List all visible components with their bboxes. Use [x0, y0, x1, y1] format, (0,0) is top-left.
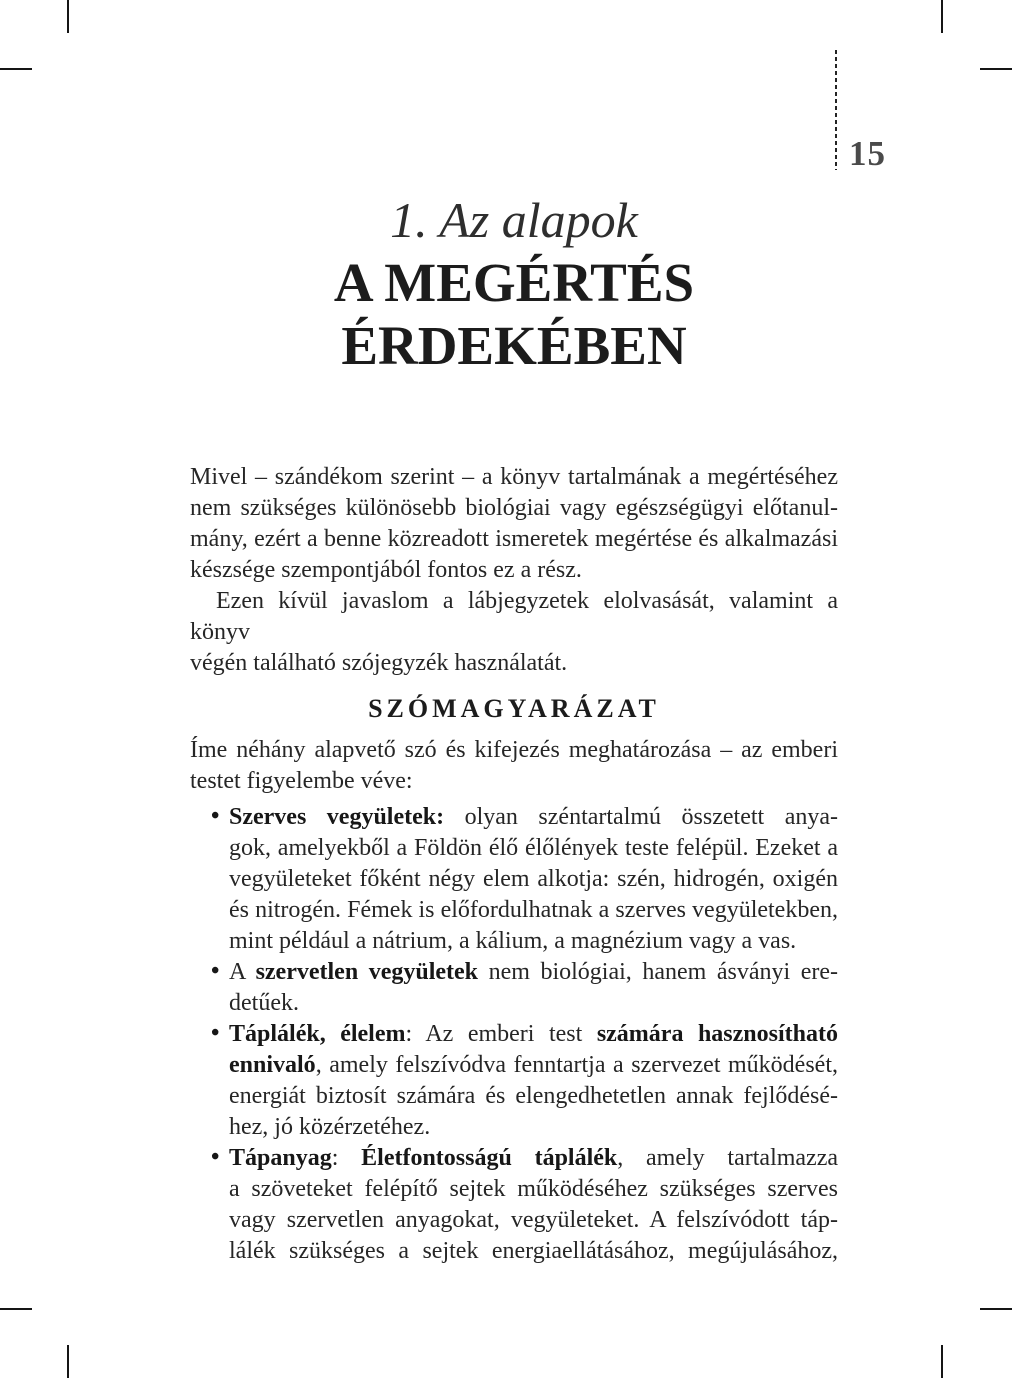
- text-line: [229, 1112, 838, 1143]
- crop-mark-bottom-right-vertical: [941, 1345, 943, 1378]
- text-segment: testet figyelembe véve:: [190, 768, 413, 794]
- text-segment: lálék szükséges a sejtek energiaellátásához, megújulásához,: [229, 1238, 838, 1264]
- text-line: [190, 462, 838, 493]
- text-line: [229, 802, 838, 833]
- text-line: [190, 493, 838, 524]
- text-line: [190, 735, 838, 766]
- bold-text: Táplálék, élelem: [229, 1021, 406, 1047]
- text-segment: Ezen kívül javaslom a lábjegyzetek elolvasását, valamint a könyv: [190, 588, 838, 645]
- text-line: [190, 586, 838, 648]
- crop-mark-top-left-vertical: [67, 0, 69, 33]
- body-text: [190, 462, 838, 1267]
- intro-paragraph-1: [190, 462, 838, 586]
- bold-text: Tápanyag: [229, 1145, 332, 1171]
- text-line: [190, 766, 838, 797]
- text-segment: : Az emberi test: [405, 1021, 597, 1047]
- header-dotted-rule: [835, 50, 837, 170]
- list-item: [190, 957, 838, 1019]
- page-title-line-1: A MEGÉRTÉS: [333, 252, 695, 313]
- text-segment: , amely felszívódva fenntartja a szervezet működését,: [315, 1052, 838, 1078]
- crop-mark-top-right-vertical: [941, 0, 943, 33]
- text-line: [229, 957, 838, 988]
- text-line: [190, 524, 838, 555]
- text-segment: A: [229, 959, 256, 985]
- crop-mark-bottom-left-horizontal: [0, 1308, 32, 1310]
- page-title: [190, 251, 838, 377]
- crop-mark-bottom-left-vertical: [67, 1345, 69, 1378]
- bold-text: Szerves vegyületek:: [229, 804, 445, 830]
- bullet-icon: •: [211, 803, 220, 829]
- text-line: [229, 1143, 838, 1174]
- text-segment: :: [331, 1145, 362, 1171]
- text-line: [229, 1081, 838, 1112]
- bold-text: ennivaló: [229, 1052, 316, 1078]
- text-line: [229, 1050, 838, 1081]
- list-item: [190, 802, 838, 957]
- crop-mark-top-left-horizontal: [0, 68, 32, 70]
- text-segment: , amely tartalmazza: [617, 1145, 839, 1171]
- text-segment: hez, jó közérzetéhez.: [229, 1114, 431, 1140]
- page-number: 15: [849, 134, 886, 173]
- crop-mark-bottom-right-horizontal: [980, 1308, 1012, 1310]
- crop-mark-top-right-horizontal: [980, 68, 1012, 70]
- text-line: [229, 1205, 838, 1236]
- text-line: [229, 1236, 838, 1267]
- text-segment: nem biológiai, hanem ásványi ere-: [478, 959, 839, 985]
- bullet-icon: •: [211, 1020, 220, 1046]
- list-item: [190, 1143, 838, 1267]
- bullet-icon: •: [211, 1144, 220, 1170]
- text-line: [229, 1174, 838, 1205]
- chapter-header: [190, 193, 838, 377]
- text-segment: végén található szójegyzék használatát.: [190, 650, 568, 676]
- definition-text: [229, 957, 838, 1019]
- glossary-intro: [190, 735, 838, 797]
- text-segment: gok, amelyekből a Földön élő élőlények teste felépül. Ezeket a: [229, 835, 838, 861]
- intro-paragraph-2: [190, 586, 838, 679]
- definition-text: [229, 1019, 838, 1143]
- text-line: [190, 555, 838, 586]
- bullet-icon: •: [211, 958, 220, 984]
- text-segment: energiát biztosít számára és elengedhetetlen annak fejlődésé-: [229, 1083, 838, 1109]
- list-item: [190, 1019, 838, 1143]
- definition-text: [229, 1143, 838, 1267]
- text-segment: nem szükséges különösebb biológiai vagy egészségügyi előtanul-: [190, 495, 838, 521]
- definition-list: [190, 802, 838, 1267]
- text-segment: vagy szervetlen anyagokat, vegyületeket. A felszívódott táp-: [229, 1207, 838, 1233]
- section-heading: SZÓMAGYARÁZAT: [368, 694, 660, 723]
- text-line: [190, 648, 838, 679]
- definition-text: [229, 802, 838, 957]
- text-line: [229, 864, 838, 895]
- text-segment: mány, ezért a benne közreadott ismeretek megértése és alkalmazási: [190, 526, 838, 552]
- text-line: [229, 988, 838, 1019]
- bold-text: számára hasznosítható: [596, 1021, 838, 1047]
- text-segment: készsége szempontjából fontos ez a rész.: [190, 557, 582, 583]
- text-segment: Mivel – szándékom szerint – a könyv tartalmának a megértéséhez: [190, 464, 838, 490]
- text-segment: olyan széntartalmú összetett anya-: [444, 804, 838, 830]
- text-segment: a szöveteket felépítő sejtek működéséhez szükséges szerves: [229, 1176, 838, 1202]
- text-segment: mint például a nátrium, a kálium, a magnézium vagy a vas.: [229, 928, 797, 954]
- text-segment: és nitrogén. Fémek is előfordulhatnak a szerves vegyületekben,: [229, 897, 838, 923]
- text-segment: Íme néhány alapvető szó és kifejezés meghatározása – az emberi: [190, 737, 838, 763]
- text-line: [229, 1019, 838, 1050]
- page-title-line-2: ÉRDEKÉBEN: [341, 315, 687, 376]
- bold-text: szervetlen vegyületek: [255, 959, 479, 985]
- chapter-kicker: 1. Az alapok: [390, 192, 638, 248]
- text-line: [229, 926, 838, 957]
- text-line: [229, 895, 838, 926]
- text-segment: vegyületeket főként négy elem alkotja: szén, hidrogén, oxigén: [229, 866, 838, 892]
- text-line: [229, 833, 838, 864]
- bold-text: Életfontosságú táplálék: [361, 1145, 618, 1171]
- text-segment: detűek.: [229, 990, 299, 1016]
